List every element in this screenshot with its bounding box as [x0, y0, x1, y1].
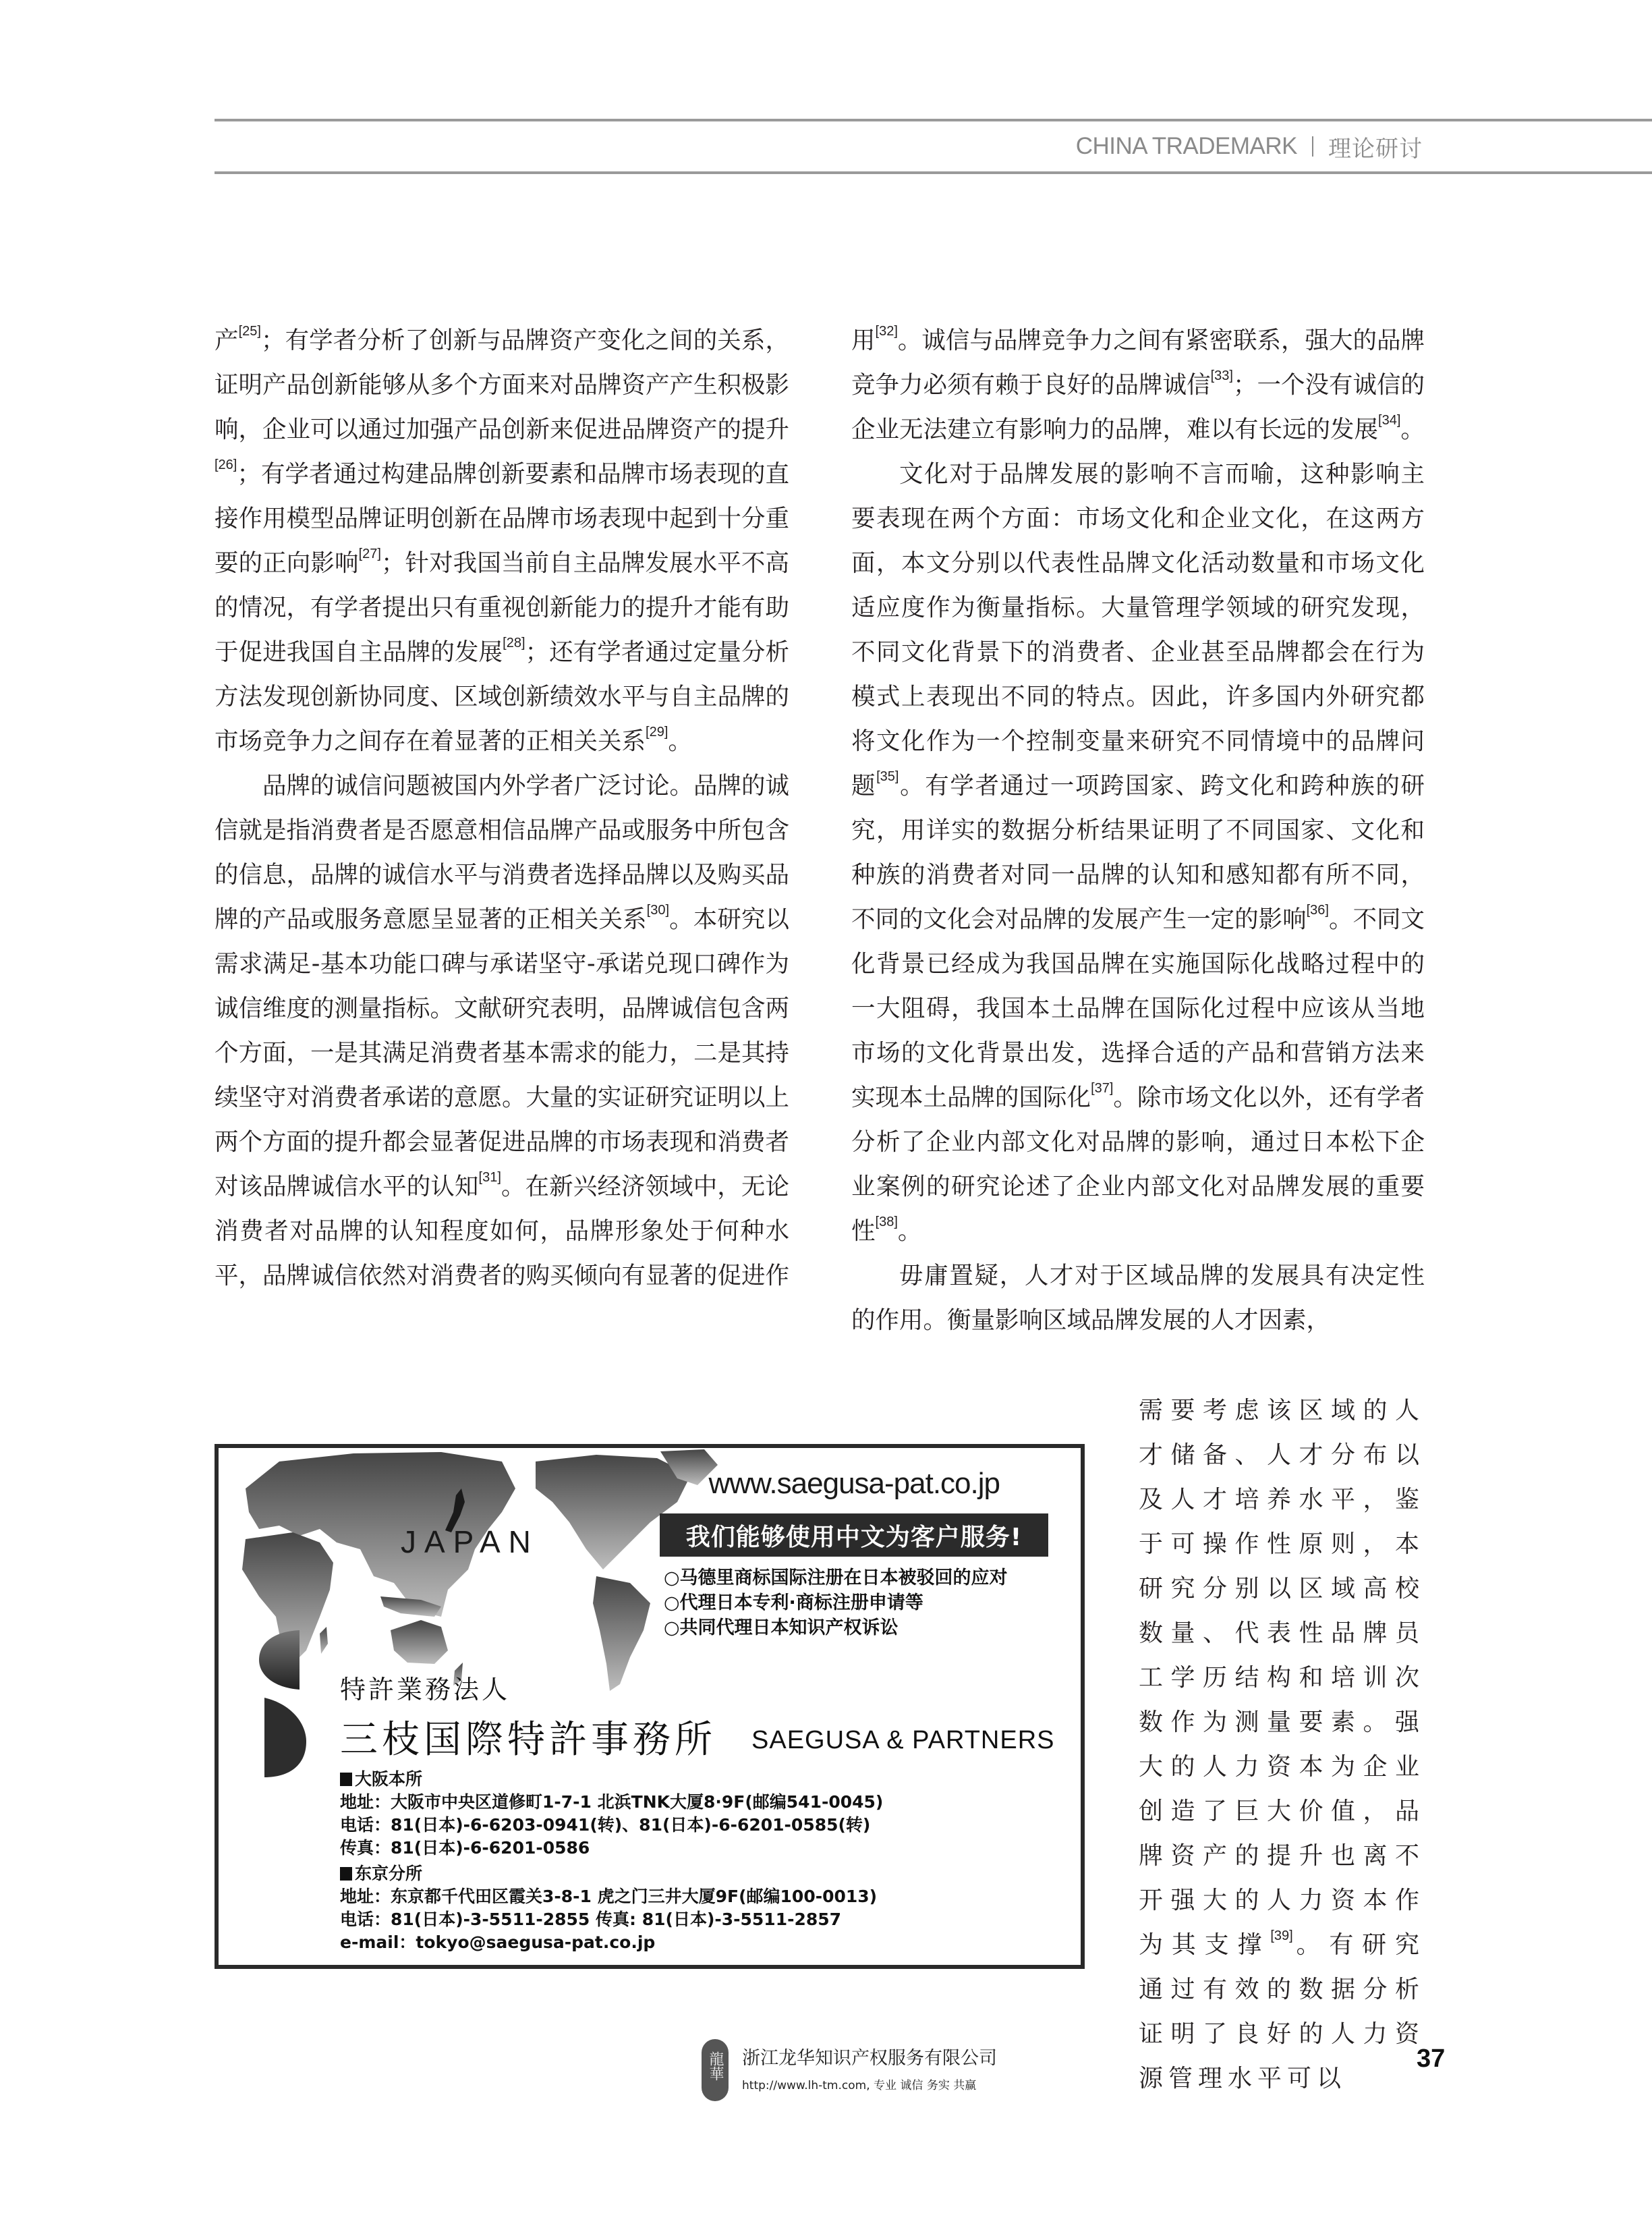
body-text: 。除市场文化以外，还有学者分析了企业内部文化对品牌的影响，通过日本松下企业案例的研究论述了企业内部文化对品牌发展的重要性 — [851, 1084, 1425, 1245]
citation-ref: [34] — [1378, 413, 1401, 428]
body-text: 。本研究以需求满足-基本功能口碑与承诺坚守-承诺兑现口碑作为诚信维度的测量指标。文献研究表明，品牌诚信包含两个方面，一是其满足消费者基本需求的能力，二是其持续坚守对消费者承诺的意愿。大量的实证研究证明以上两个方面的提升都会显著促进品牌的市场表现和消费者对该品牌诚信水平的认知 — [215, 906, 790, 1200]
right-column — [851, 318, 1425, 1343]
body-text: ；有学者分析了创新与品牌资产变化之间的关系，证明产品创新能够从多个方面来对品牌资产产生积极影响，企业可以通过加强产品创新来促进品牌资产的提升 — [215, 327, 790, 443]
office-address: 地址：大阪市中央区道修町1-7-1 北浜TNK大厦8·9F(邮编541-0045) — [340, 1792, 884, 1812]
map-label: JAPAN — [401, 1524, 539, 1559]
body-text: 。不同文化背景已经成为我国品牌在实施国际化战略过程中的一大阻碍，我国本土品牌在国际化过程中应该从当地市场的文化背景出发，选择合适的产品和营销方法来实现本土品牌的国际化 — [851, 906, 1425, 1111]
firm-type: 特許業務法人 — [340, 1675, 511, 1704]
narrow-column — [1139, 1389, 1425, 2101]
body-text: 需要考虑该区域的人才储备、人才分布以及人才培养水平，鉴于可操作性原则，本研究分别以区域高校数量、代表性品牌员工学历结构和培训次数作为测量要素。强大的人力资本为企业创造了巨大价值，品牌资产的提升也离不开强大的人力资本作为其支撑 — [1139, 1397, 1425, 1959]
ad-banner: 我们能够使用中文为客户服务! — [660, 1513, 1048, 1557]
citation-ref: [37] — [1091, 1081, 1114, 1096]
body-text: 毋庸置疑，人才对于区域品牌的发展具有决定性的作用。衡量影响区域品牌发展的人才因素， — [851, 1262, 1425, 1334]
body-text: 。 — [897, 1217, 922, 1245]
body-text: ；有学者通过构建品牌创新要素和品牌市场表现的直接作用模型品牌证明创新在品牌市场表现中起到十分重要的正向影响 — [215, 460, 790, 577]
journal-name: CHINA TRADEMARK — [1075, 133, 1297, 159]
ad-services-list — [664, 1565, 1008, 1640]
body-text: 。在新兴经济领域中，无论消费者对品牌的认知程度如何，品牌形象处于何种水平，品牌诚信依然对消费者的购买倾向有显著的促进作 — [215, 1173, 790, 1289]
citation-ref: [26] — [215, 457, 237, 472]
citation-ref: [39] — [1270, 1928, 1293, 1943]
firm-name-english: SAEGUSA & PARTNERS — [751, 1726, 1055, 1754]
body-text: 。诚信与品牌竞争力之间有紧密联系，强大的品牌竞争力必须有赖于良好的品牌诚信 — [851, 327, 1425, 399]
footer-company: 浙江龙华知识产权服务有限公司 — [742, 2048, 997, 2069]
office-list — [340, 1765, 883, 1954]
citation-ref: [31] — [478, 1170, 501, 1185]
body-text: 。 — [1400, 416, 1425, 443]
page-number: 37 — [1417, 2044, 1446, 2073]
citation-ref: [38] — [875, 1215, 898, 1229]
logo-text: 龍華 — [707, 2051, 724, 2081]
office-name: 大阪本所 — [340, 1768, 883, 1791]
header-rule-top — [215, 119, 1652, 121]
citation-ref: [35] — [876, 769, 899, 784]
service-item: ○代理日本专利·商标注册申请等 — [664, 1592, 923, 1613]
paragraph — [1139, 1389, 1425, 2101]
body-text: 产 — [215, 327, 239, 354]
body-text: 用 — [851, 327, 876, 354]
office-phone-fax: 电话：81(日本)-3-5511-2855 传真: 81(日本)-3-5511-2857 — [340, 1910, 842, 1929]
body-text: ；针对我国当前自主品牌发展水平不高的情况，有学者提出只有重视创新能力的提升才能有助于促进我国自主品牌的发展 — [215, 549, 790, 666]
left-column — [215, 318, 789, 1298]
body-text: ；还有学者通过定量分析方法发现创新协同度、区域创新绩效水平与自主品牌的市场竞争力之间存在着显著的正相关关系 — [215, 638, 790, 755]
office-name: 东京分所 — [340, 1862, 883, 1885]
body-text: 。有研究通过有效的数据分析证明了良好的人力资源管理水平可以 — [1139, 1931, 1425, 2092]
office-fax: 传真：81(日本)-6-6201-0586 — [340, 1838, 590, 1858]
service-item: ○马德里商标国际注册在日本被驳回的应对 — [664, 1567, 1008, 1588]
body-text: 。 — [668, 727, 692, 755]
paragraph — [851, 1254, 1425, 1343]
running-head — [1076, 130, 1423, 163]
longhua-logo-icon — [702, 2039, 729, 2101]
citation-ref: [29] — [646, 725, 668, 740]
office-email-link[interactable]: e-mail：tokyo@saegusa-pat.co.jp — [340, 1932, 656, 1952]
citation-ref: [36] — [1306, 903, 1329, 918]
citation-ref: [32] — [875, 324, 898, 339]
body-text: ；一个没有诚信的企业无法建立有影响力的品牌，难以有长远的发展 — [851, 371, 1425, 443]
citation-ref: [27] — [358, 547, 381, 561]
footer-tagline-link[interactable]: http://www.lh-tm.com, 专业 诚信 务实 共赢 — [742, 2079, 977, 2092]
citation-ref: [33] — [1210, 368, 1233, 383]
paragraph — [215, 318, 789, 764]
citation-ref: [28] — [503, 636, 525, 650]
paragraph — [215, 764, 789, 1298]
firm-name: 三枝国際特許事務所 — [340, 1718, 716, 1762]
body-text: 品牌的诚信问题被国内外学者广泛讨论。品牌的诚信就是指消费者是否愿意相信品牌产品或服务中所包含的信息，品牌的诚信水平与消费者选择品牌以及购买品牌的产品或服务意愿呈显著的正相关关系 — [215, 772, 790, 933]
header-rule-bottom — [215, 171, 1652, 174]
saegusa-s-logo-icon — [259, 1630, 306, 1779]
header-separator — [1312, 136, 1313, 157]
citation-ref: [25] — [238, 324, 261, 339]
office-address: 地址：东京都千代田区霞关3-8-1 虎之门三井大厦9F(邮编100-0013) — [340, 1887, 878, 1906]
advertisement — [215, 1444, 1085, 1969]
section-name: 理论研讨 — [1328, 135, 1423, 163]
ad-website-link[interactable]: www.saegusa-pat.co.jp — [708, 1467, 1000, 1500]
citation-ref: [30] — [646, 903, 670, 918]
office-phone: 电话：81(日本)-6-6203-0941(转)、81(日本)-6-6201-0585(转) — [340, 1815, 871, 1835]
body-text: 文化对于品牌发展的影响不言而喻，这种影响主要表现在两个方面：市场文化和企业文化，在这两方面，本文分别以代表性品牌文化活动数量和市场文化适应度作为衡量指标。大量管理学领域的研究发现，不同文化背景下的消费者、企业甚至品牌都会在行为模式上表现出不同的特点。因此，许多国内外研究都将文化作为一个控制变量来研究不同情境中的品牌问题 — [851, 460, 1425, 800]
paragraph — [851, 452, 1425, 1254]
service-item: ○共同代理日本知识产权诉讼 — [664, 1617, 899, 1638]
body-text: 。有学者通过一项跨国家、跨文化和跨种族的研究，用详实的数据分析结果证明了不同国家、文化和种族的消费者对同一品牌的认知和感知都有所不同，不同的文化会对品牌的发展产生一定的影响 — [851, 772, 1425, 933]
paragraph — [851, 318, 1425, 452]
